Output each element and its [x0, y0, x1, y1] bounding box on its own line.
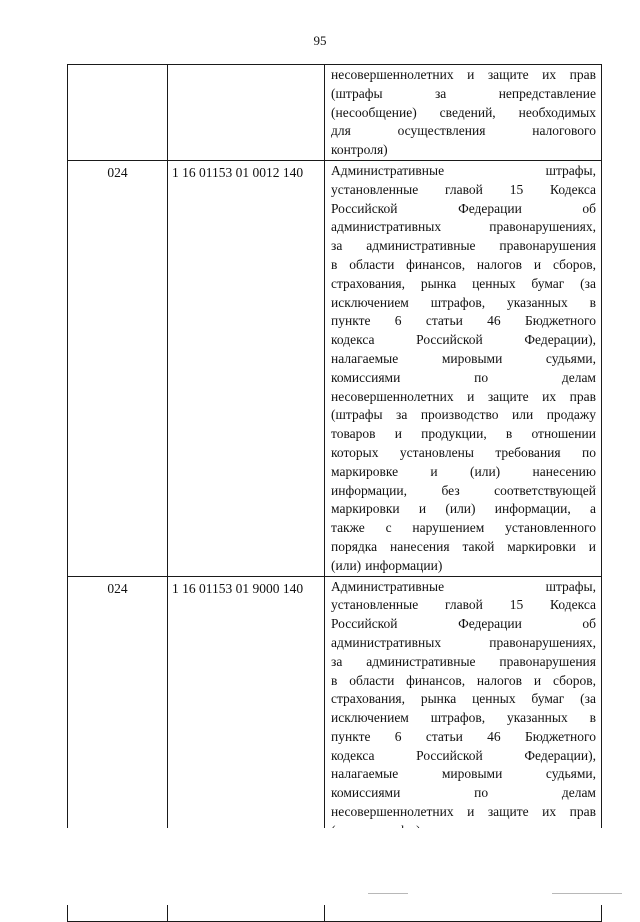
description-line: страхования, рынка ценных бумаг (за: [331, 691, 596, 707]
table-row: [68, 65, 602, 161]
description-line: контроля): [331, 142, 388, 158]
description-line: маркировке и (или) нанесению: [331, 463, 596, 479]
description-line: налагаемые мировыми судьями,: [331, 766, 596, 782]
description-line: административных правонарушениях,: [331, 219, 596, 235]
description-line: исключением штрафов, указанных в: [331, 294, 596, 310]
page-number: 95: [313, 33, 327, 48]
description-line: (штрафы за производство или продажу: [331, 407, 596, 423]
table-row: [68, 576, 602, 841]
description-line: товаров и продукции, в отношении: [331, 426, 596, 442]
description-line: кодекса Российской Федерации),: [331, 332, 596, 348]
description-line: кодекса Российской Федерации),: [331, 747, 596, 763]
description-line: исключением штрафов, указанных в: [331, 710, 596, 726]
description-line: пункте 6 статьи 46 Бюджетного: [331, 313, 596, 329]
description-line: Административные штрафы,: [331, 578, 596, 594]
description-line: за административные правонарушения: [331, 653, 596, 669]
description-line: Российской Федерации об: [331, 200, 596, 216]
admin-code-cell: 024: [68, 576, 168, 841]
description-line: Административные штрафы,: [331, 162, 596, 178]
description-line: (штрафы за непредставление: [331, 85, 596, 101]
scan-artifact-line: [552, 893, 622, 894]
description-line: Российской Федерации об: [331, 616, 596, 632]
description-line: в области финансов, налогов и сборов,: [331, 256, 596, 272]
description-line: пункте 6 статьи 46 Бюджетного: [331, 728, 596, 744]
admin-code-cell: 024: [68, 160, 168, 576]
table-row: [68, 160, 602, 576]
description-cell: [325, 65, 602, 161]
description-line: (несообщение) сведений, необходимых: [331, 104, 596, 120]
description-cell: [325, 576, 602, 841]
kbk-code-cell: [168, 65, 325, 161]
description-line: (или) информации): [331, 557, 443, 573]
description-line: в области финансов, налогов и сборов,: [331, 672, 596, 688]
description-line: информации, без соответствующей: [331, 482, 596, 498]
description-line: комиссиями по делам: [331, 785, 596, 801]
description-line: за административные правонарушения: [331, 238, 596, 254]
description-line: несовершеннолетних и защите их прав: [331, 388, 596, 404]
description-line: налагаемые мировыми судьями,: [331, 350, 596, 366]
description-line: несовершеннолетних и защите их прав: [331, 67, 596, 82]
page-bottom-margin: [0, 828, 640, 905]
description-line: установленные главой 15 Кодекса: [331, 181, 596, 197]
description-line: страхования, рынка ценных бумаг (за: [331, 275, 596, 291]
budget-classification-table: [67, 64, 602, 922]
description-cell: [325, 160, 602, 576]
description-line: комиссиями по делам: [331, 369, 596, 385]
kbk-code-cell: 1 16 01153 01 9000 140: [168, 576, 325, 841]
description-line: также с нарушением установленного: [331, 520, 596, 536]
description-line: несовершеннолетних и защите их прав: [331, 804, 596, 820]
scan-artifact-line: [368, 893, 408, 894]
description-line: порядка нанесения такой маркировки и: [331, 538, 596, 554]
description-line: для осуществления налогового: [331, 123, 596, 139]
description-line: административных правонарушениях,: [331, 634, 596, 650]
admin-code-cell: [68, 65, 168, 161]
description-line: установленные главой 15 Кодекса: [331, 597, 596, 613]
description-line: маркировки и (или) информации, а: [331, 501, 596, 517]
description-line: которых установлены требования по: [331, 444, 596, 460]
kbk-code-cell: 1 16 01153 01 0012 140: [168, 160, 325, 576]
